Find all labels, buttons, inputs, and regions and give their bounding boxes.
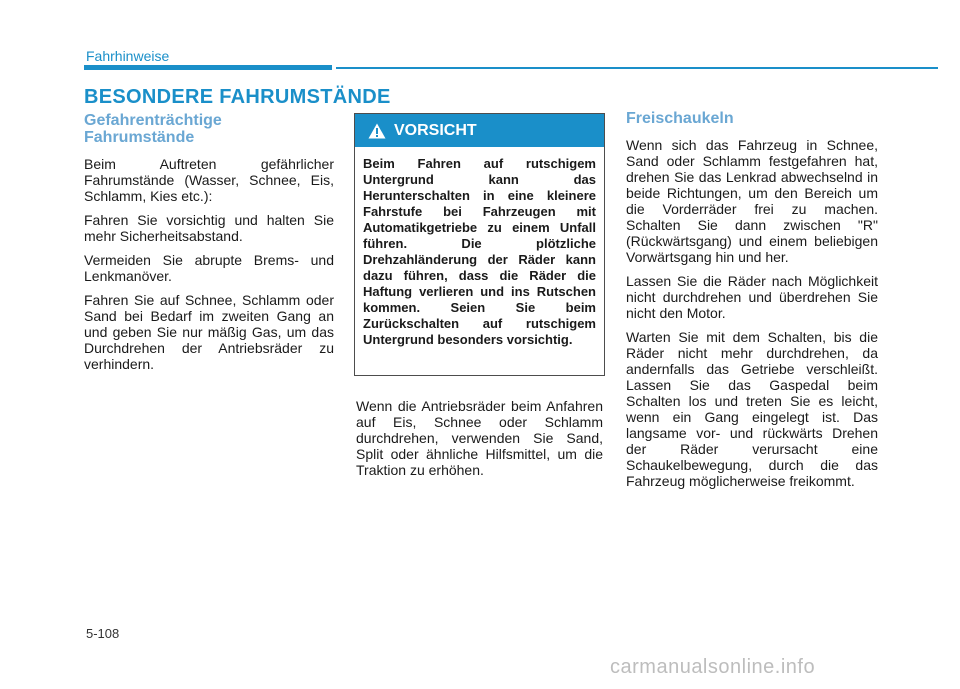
paragraph: Warten Sie mit dem Schalten, bis die Räder nicht mehr durchdrehen, da andernfalls das Getriebe verschleißt. Lassen Sie das Gaspedal beim Schalten los und treten Sie es leicht, wenn ein Gang eingelegt ist. Das langsame vor- und rückwärts Drehen der Räder verursacht eine Schaukelbewegung, durch die das Fahrzeug möglicherweise freikommt. [626, 329, 878, 489]
paragraph: Beim Auftreten gefährlicher Fahrumstände (Wasser, Schnee, Eis, Schlamm, Kies etc.): [84, 156, 334, 204]
column-right [626, 110, 878, 497]
paragraph: Wenn die Antriebsräder beim Anfahren auf Eis, Schnee oder Schlamm durchdrehen, verwenden Sie Sand, Split oder ähnliche Hilfsmittel, um die Traktion zu erhöhen. [356, 398, 603, 478]
header-rule-thin [336, 67, 938, 69]
caution-text: Beim Fahren auf rutschigem Untergrund kann das Herunterschalten in eine kleinere Fahrstufe bei Fahrzeugen mit Automatikgetriebe zu einem Unfall führen. Die plötzliche Drehzahländerung der Räder kann dazu führen, dass die Räder die Haftung verlieren und ins Rutschen kommen. Seien Sie beim Zurückschalten auf rutschigem Untergrund besonders vorsichtig. [363, 156, 596, 347]
page-title: BESONDERE FAHRUMSTÄNDE [84, 86, 391, 108]
section-label: Fahrhinweise [86, 48, 170, 64]
caution-header [355, 114, 604, 147]
paragraph: Fahren Sie auf Schnee, Schlamm oder Sand bei Bedarf im zweiten Gang an und geben Sie nur mäßig Gas, um das Durchdrehen der Antriebsräder zu verhindern. [84, 292, 334, 372]
heading-rocking-free: Freischaukeln [626, 110, 734, 127]
paragraph: Wenn sich das Fahrzeug in Schnee, Sand oder Schlamm festgefahren hat, drehen Sie das Lenkrad abwechselnd in beide Richtungen, um den Bereich um die Vorderräder frei zu machen. Schalten Sie dann zwischen "R" (Rückwärtsgang) und einem beliebigen Vorwärtsgang hin und her. [626, 137, 878, 265]
watermark: carmanualsonline.info [610, 656, 816, 678]
header-rule-thick [84, 65, 332, 70]
column-left [84, 112, 334, 380]
paragraph: Fahren Sie vorsichtig und halten Sie mehr Sicherheitsabstand. [84, 212, 334, 244]
caution-label: VORSICHT [394, 121, 477, 139]
column-middle [356, 398, 603, 486]
caution-box [354, 113, 605, 376]
paragraph: Vermeiden Sie abrupte Brems- und Lenkmanöver. [84, 252, 334, 284]
warning-triangle-icon [368, 123, 386, 139]
heading-hazardous-conditions: Gefahrenträchtige Fahrumstände [84, 112, 222, 146]
page-number: 5-108 [86, 626, 120, 641]
paragraph: Lassen Sie die Räder nach Möglichkeit nicht durchdrehen und überdrehen Sie nicht den Motor. [626, 273, 878, 321]
